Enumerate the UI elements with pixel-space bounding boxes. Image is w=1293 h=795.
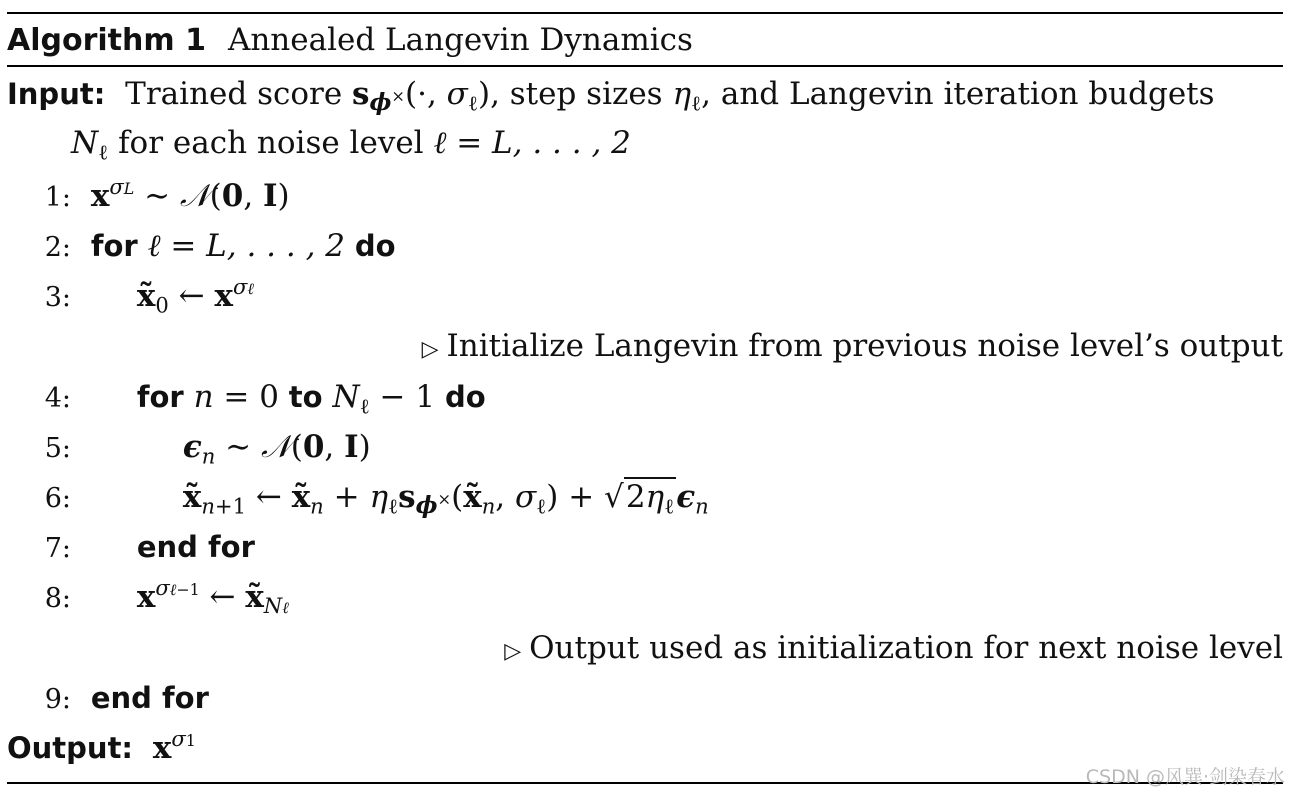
noise-sample-expr: $\epsilon_n$ ∼ 𝒩(0, I) [182,429,371,469]
keyword-do: do [444,380,486,414]
keyword-do: do [354,229,396,263]
keyword-end-for: end for [90,681,209,715]
keyword-for: for [136,380,184,414]
watermark-text: CSDN @风巽·剑染春水 [1085,766,1285,788]
triangle-right-icon: ▷ [504,639,522,664]
input-text-prefix: Trained score [125,76,353,112]
header-rule [7,65,1283,67]
algo-line-6 [7,473,709,521]
algo-line-8 [7,573,289,621]
output-assign-expr: $x^{\sigma\ell-1}$ ← $x̃_{N\ell}$ [136,575,289,619]
loop-start: = 0 [213,379,289,415]
keyword-end-for: end for [136,530,255,564]
line-number: 1: [44,182,71,213]
loop-end-expr: $N_\ell - 1$ [332,379,436,419]
input-text-suffix: , and Langevin iteration budgets [701,76,1215,112]
line-number: 7: [44,533,71,564]
input-text-level: for each noise level [108,125,434,161]
loop-var: n [193,379,214,415]
output-expr: $x^{\sigma 1}$ [152,726,196,766]
line-number: 9: [44,684,71,715]
input-text-mid: , step sizes [490,76,673,112]
line-number: 5: [44,433,71,464]
comment-line-2 [504,624,1283,672]
loop-range-expr: ℓ = L, . . . , 2 [147,228,346,264]
line-number: 3: [44,282,71,313]
init-sample-expr: $x^{\sigma L}$ ∼ 𝒩(0, I) [90,174,290,214]
input-line-1 [7,70,1215,118]
input-line-2 [71,119,631,167]
triangle-right-icon: ▷ [421,337,439,362]
comment-text: Initialize Langevin from previous noise level’s output [446,328,1283,364]
input-label: Input: [7,77,106,111]
noise-level-range: ℓ = L, . . . , 2 [433,125,631,161]
keyword-for: for [90,229,138,263]
line-number: 6: [44,483,71,514]
algo-line-7 [7,523,255,571]
score-symbol: sϕ×(·, $\sigma_\ell$) [352,76,491,116]
comment-line-1 [422,322,1283,370]
algo-line-4 [7,373,486,421]
step-size-symbol: $\eta_\ell$ [672,76,702,116]
line-number: 4: [44,383,71,414]
algorithm-header [7,15,693,65]
keyword-to: to [288,380,323,414]
line-number: 8: [44,583,71,614]
comment-text: Output used as initialization for next noise level [529,630,1283,666]
algo-line-5 [7,423,371,471]
init-langevin-expr: $x̃_0$ ← $x^{\sigma\ell}$ [136,274,254,318]
algo-line-3 [7,272,254,320]
algorithm-label: Algorithm 1 [7,23,206,58]
output-label: Output: [7,731,134,765]
top-rule [7,12,1283,14]
algorithm-block [7,12,1283,784]
algo-line-9 [7,674,209,722]
output-line [7,724,196,772]
algo-line-1 [7,172,290,220]
algorithm-title: Annealed Langevin Dynamics [227,22,693,58]
line-number: 2: [44,232,71,263]
budget-symbol: $N_\ell$ [71,125,109,165]
algo-line-2 [7,222,396,270]
langevin-update-expr: $x̃_{n+1}$ ← $x̃_n$ + $\eta_\ell s\phi^\times(x̃_n$, $\sigma_\ell) + √2\eta_\ell\epsilon_n$ [182,479,709,519]
